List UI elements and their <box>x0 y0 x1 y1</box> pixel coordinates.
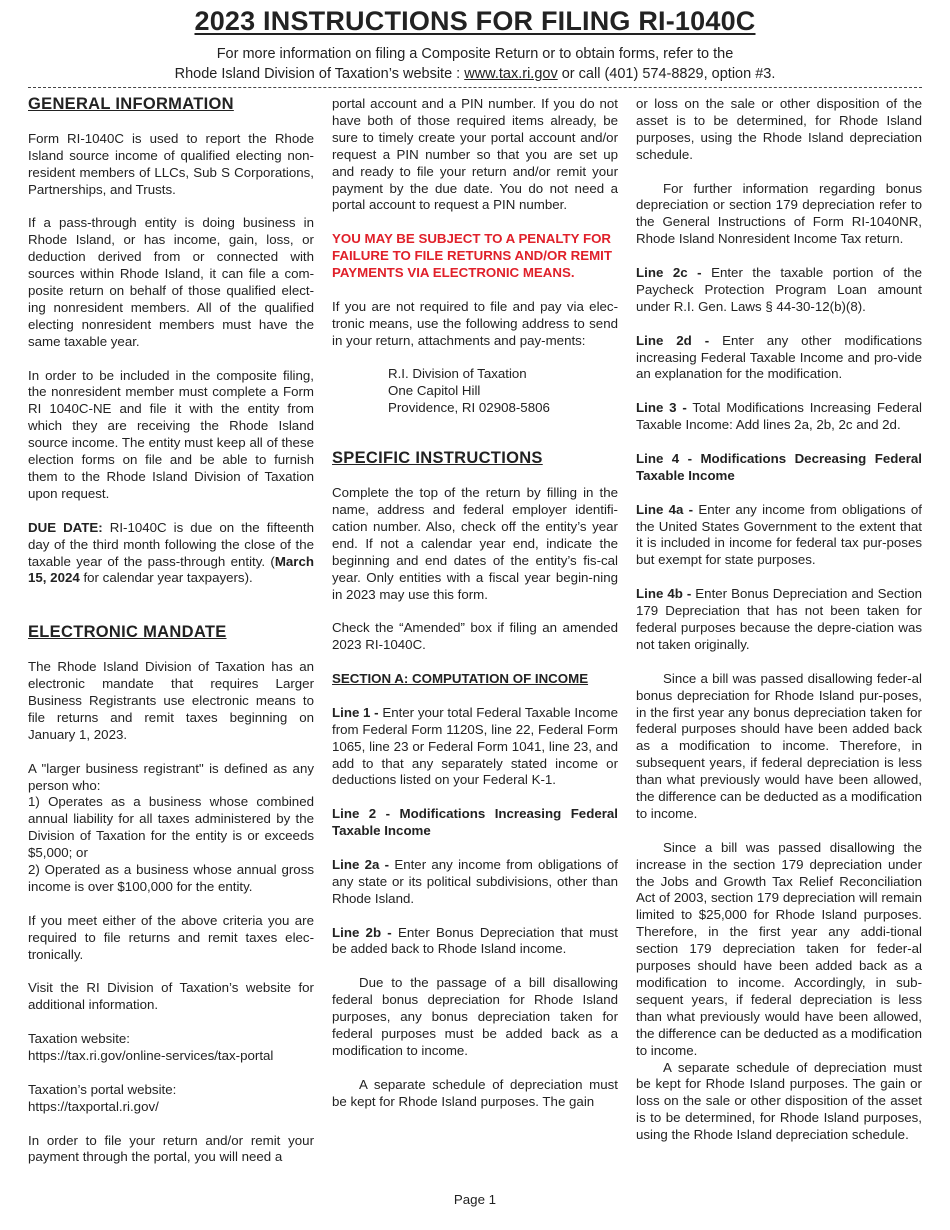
separate-schedule-paragraph: A separate schedule of depreciation must be kept for Rhode Island purposes. The gain <box>332 1076 618 1109</box>
subtitle-phone-text: or call (401) 574-8829, option #3. <box>557 66 776 82</box>
penalty-warning: YOU MAY BE SUBJECT TO A PENALTY FOR FAILURE TO FILE RETURNS AND/OR REMIT PAYMENTS VIA ELECTRONIC MEANS. <box>332 231 612 281</box>
line-2c-label: Line 2c - <box>636 265 702 281</box>
taxation-website-label: Taxation website: <box>28 1031 130 1047</box>
line-2-heading: Line 2 - Modifications Increasing Federal Taxable Income <box>332 806 618 839</box>
line-2b-paragraph <box>332 925 618 959</box>
line-3-label: Line 3 - <box>636 400 687 416</box>
separate-schedule-paragraph-2: A separate schedule of depreciation must be kept for Rhode Island purposes. The gain or loss on the sale or other disposition of the asset is to be determined, for Rhode Island purposes, using the Rhode Island depreciation schedule. <box>636 1059 922 1143</box>
line-2c-text: Enter the taxable portion of the Paycheck Protection Program Loan amount under R.I. Gen. Laws § 44-30-12(b)(8). <box>636 265 922 314</box>
mandate-criterion-2: 2) Operated as a business whose annual gross income is over $100,000 for the entity. <box>28 862 314 894</box>
mandate-paragraph-5: In order to file your return and/or remit your payment through the portal, you will need a <box>28 1132 314 1165</box>
line-4a-label: Line 4a - <box>636 501 694 517</box>
line-2b-text: Enter Bonus Depreciation that must be added back to Rhode Island income. <box>332 924 618 957</box>
bonus-disallow-paragraph: Since a bill was passed disallowing feder-al bonus depreciation for Rhode Island pur-poses, in the first year any bonus depreciation taken for federal purposes should have been added back as a modification to income. Therefore, in subsequent years, if federal depreciation is less than what previously would have been allowed, the difference can be deducted as a modification to income. <box>636 670 922 821</box>
header-subtitle <box>0 44 950 84</box>
line-4b-text: Enter Bonus Depreciation and Section 179 Depreciation that has not been taken for federal purposes because the depre-ciation was not taken originally. <box>636 586 922 652</box>
line-2a-paragraph <box>332 857 618 908</box>
mandate-definition: A "larger business registrant" is defined as any person who: <box>28 760 314 793</box>
line-2b-label: Line 2b - <box>332 924 392 940</box>
line-1-paragraph <box>332 705 618 790</box>
column-2 <box>332 96 618 1127</box>
line-2d-label: Line 2d - <box>636 332 710 348</box>
line-4a-paragraph <box>636 502 922 570</box>
mandate-paragraph-2 <box>28 761 314 896</box>
line-4b-label: Line 4b - <box>636 586 692 602</box>
general-paragraph-2: If a pass-through entity is doing business in Rhode Island, or has income, gain, loss, or deduction derived from or connected with sources within Rhode Island, it can file a com-posite return on behalf of those qualified elect-ing nonresident members. All of the qualified electing nonresident members must have the same taxable year. <box>28 215 314 349</box>
subtitle-line-2 <box>0 64 950 84</box>
line-2d-text: Enter any other modifications increasing Federal Taxable Income and pro-vide an explanation for the modification. <box>636 332 923 382</box>
section-a-heading: SECTION A: COMPUTATION OF INCOME <box>332 671 589 687</box>
taxation-website-url[interactable]: https://tax.ri.gov/online-services/tax-portal <box>28 1048 274 1064</box>
portal-website-block <box>28 1082 314 1116</box>
general-paragraph-3: In order to be included in the composite filing, the nonresident member must complete a Form RI 1040C-NE and file it with the entity from which they are receiving the Rhode Island source income. The entity must keep all of these election forms on file and be able to furnish them to the Rhode Island Division of Taxation upon request. <box>28 367 314 501</box>
line-2d-paragraph <box>636 333 922 384</box>
tax-website-link[interactable]: www.tax.ri.gov <box>464 66 558 82</box>
mailing-paragraph: If you are not required to file and pay via elec-tronic means, use the following address to send in your return, attachments and pay-ments: <box>332 298 618 348</box>
column-1 <box>28 96 314 1183</box>
specific-paragraph-1: Complete the top of the return by filling in the name, address and federal employer identifi-cation number. Also, check off the entity’s year end. If not a calendar year end, indicate the beginning and end dates of the entity’s fis-cal year. Only entities with a fiscal year begin-ning in 2023 may use this form. <box>332 485 618 602</box>
general-paragraph-1: Form RI-1040C is used to report the Rhode Island source income of qualified electing non-resident members of LLCs, Sub S Corporations, Partnerships, and Trusts. <box>28 130 314 197</box>
section-179-paragraph: Since a bill was passed disallowing the increase in the section 179 depreciation under the Jobs and Growth Tax Relief Reconciliation Act of 2003, section 179 depreciation will remain limited to $25,000 for Rhode Island purposes. Therefore, in the first year any addi-tional section 179 depreciation taken for feder-al purposes should have been added back as a modification to income. Accordingly, in sub-sequent years, if federal depreciation is less than what previously would have been allowed, the difference can be deducted as a modification to income. <box>636 839 922 1058</box>
taxation-website-block <box>28 1031 314 1065</box>
due-date-label: DUE DATE: <box>28 519 103 535</box>
mailing-address <box>332 366 618 417</box>
mandate-paragraph-1: The Rhode Island Division of Taxation has an electronic mandate that requires Larger Business Registrants use electronic means to file returns and remit taxes beginning on January 1, 2023. <box>28 659 314 742</box>
address-line-1: R.I. Division of Taxation <box>388 366 527 382</box>
line-4a-text: Enter any income from obligations of the United States Government to the extent that it is included in income for federal tax pur-poses but exempt for state purposes. <box>636 501 922 568</box>
line-2c-paragraph <box>636 265 922 316</box>
specific-paragraph-2: Check the “Amended” box if filing an amended 2023 RI-1040C. <box>332 620 618 653</box>
subtitle-text: Rhode Island Division of Taxation’s website : <box>174 66 465 82</box>
page-number: Page 1 <box>453 1192 497 1207</box>
mandate-paragraph-4: Visit the RI Division of Taxation’s website for additional information. <box>28 980 314 1013</box>
line-3-paragraph <box>636 400 922 434</box>
line-2a-label: Line 2a - <box>332 856 390 872</box>
electronic-mandate-heading: ELECTRONIC MANDATE <box>28 623 227 642</box>
general-information-heading: GENERAL INFORMATION <box>28 95 234 113</box>
bonus-depreciation-paragraph: Due to the passage of a bill disallowing federal bonus depreciation for Rhode Island purposes, any bonus depreciation taken for federal purposes must be added back as a modification to income. <box>332 975 618 1058</box>
line-1-text: Enter your total Federal Taxable Income from Federal Form 1120S, line 22, Federal Form 1065, line 23 or Federal Form 1041, line 23, and add to that any separately stated income or deductions listed on your Federal K-1. <box>332 704 619 788</box>
mandate-criterion-1: 1) Operates as a business whose combined annual liability for all taxes administered by the Division of Taxation for the entity is or exceeds $5,000; or <box>28 794 314 861</box>
gain-loss-paragraph: or loss on the sale or other disposition of the asset is to be determined, for Rhode Island purposes, using the Rhode Island depreciation schedule. <box>636 96 922 162</box>
specific-instructions-heading: SPECIFIC INSTRUCTIONS <box>332 449 543 468</box>
due-date-value: March 15, 2024 <box>28 553 314 586</box>
line-4-heading: Line 4 - Modifications Decreasing Federal Taxable Income <box>636 450 922 483</box>
subtitle-line-1: For more information on filing a Composite Return or to obtain forms, refer to the <box>216 46 734 62</box>
due-date-tail: for calendar year taxpayers). <box>79 570 253 586</box>
portal-website-url[interactable]: https://taxportal.ri.gov/ <box>28 1098 159 1114</box>
column-3 <box>636 96 922 1161</box>
further-info-paragraph: For further information regarding bonus depreciation or section 179 depreciation refer to the General Instructions of Form RI-1040NR, Rhode Island Nonresident Income Tax return. <box>636 180 922 247</box>
due-date-paragraph <box>28 520 314 588</box>
line-1-label: Line 1 - <box>332 704 379 720</box>
dashed-divider <box>28 87 922 88</box>
portal-paragraph: portal account and a PIN number. If you do not have both of those required items already, be sure to timely create your portal account and/or request a PIN number so that you are set up and ready to file your return and/or remit your payment by the due date. You do not need a portal account to request a PIN number. <box>332 96 618 213</box>
address-line-2: One Capitol Hill <box>388 383 481 399</box>
line-2a-text: Enter any income from obligations of any state or its political subdivisions, other than Rhode Island. <box>332 856 618 906</box>
due-date-text: RI-1040C is due on the fifteenth day of the third month following the close of the taxable year of the pass-through entity. ( <box>28 519 315 569</box>
line-3-text: Total Modifications Increasing Federal Taxable Income: Add lines 2a, 2b, 2c and 2d. <box>636 400 922 433</box>
address-line-3: Providence, RI 02908-5806 <box>388 400 550 416</box>
page-title: 2023 INSTRUCTIONS FOR FILING RI-1040C <box>194 6 756 36</box>
line-4b-paragraph <box>636 586 922 654</box>
portal-website-label: Taxation’s portal website: <box>28 1081 177 1097</box>
mandate-paragraph-3: If you meet either of the above criteria you are required to file returns and remit taxes elec-tronically. <box>28 912 314 962</box>
